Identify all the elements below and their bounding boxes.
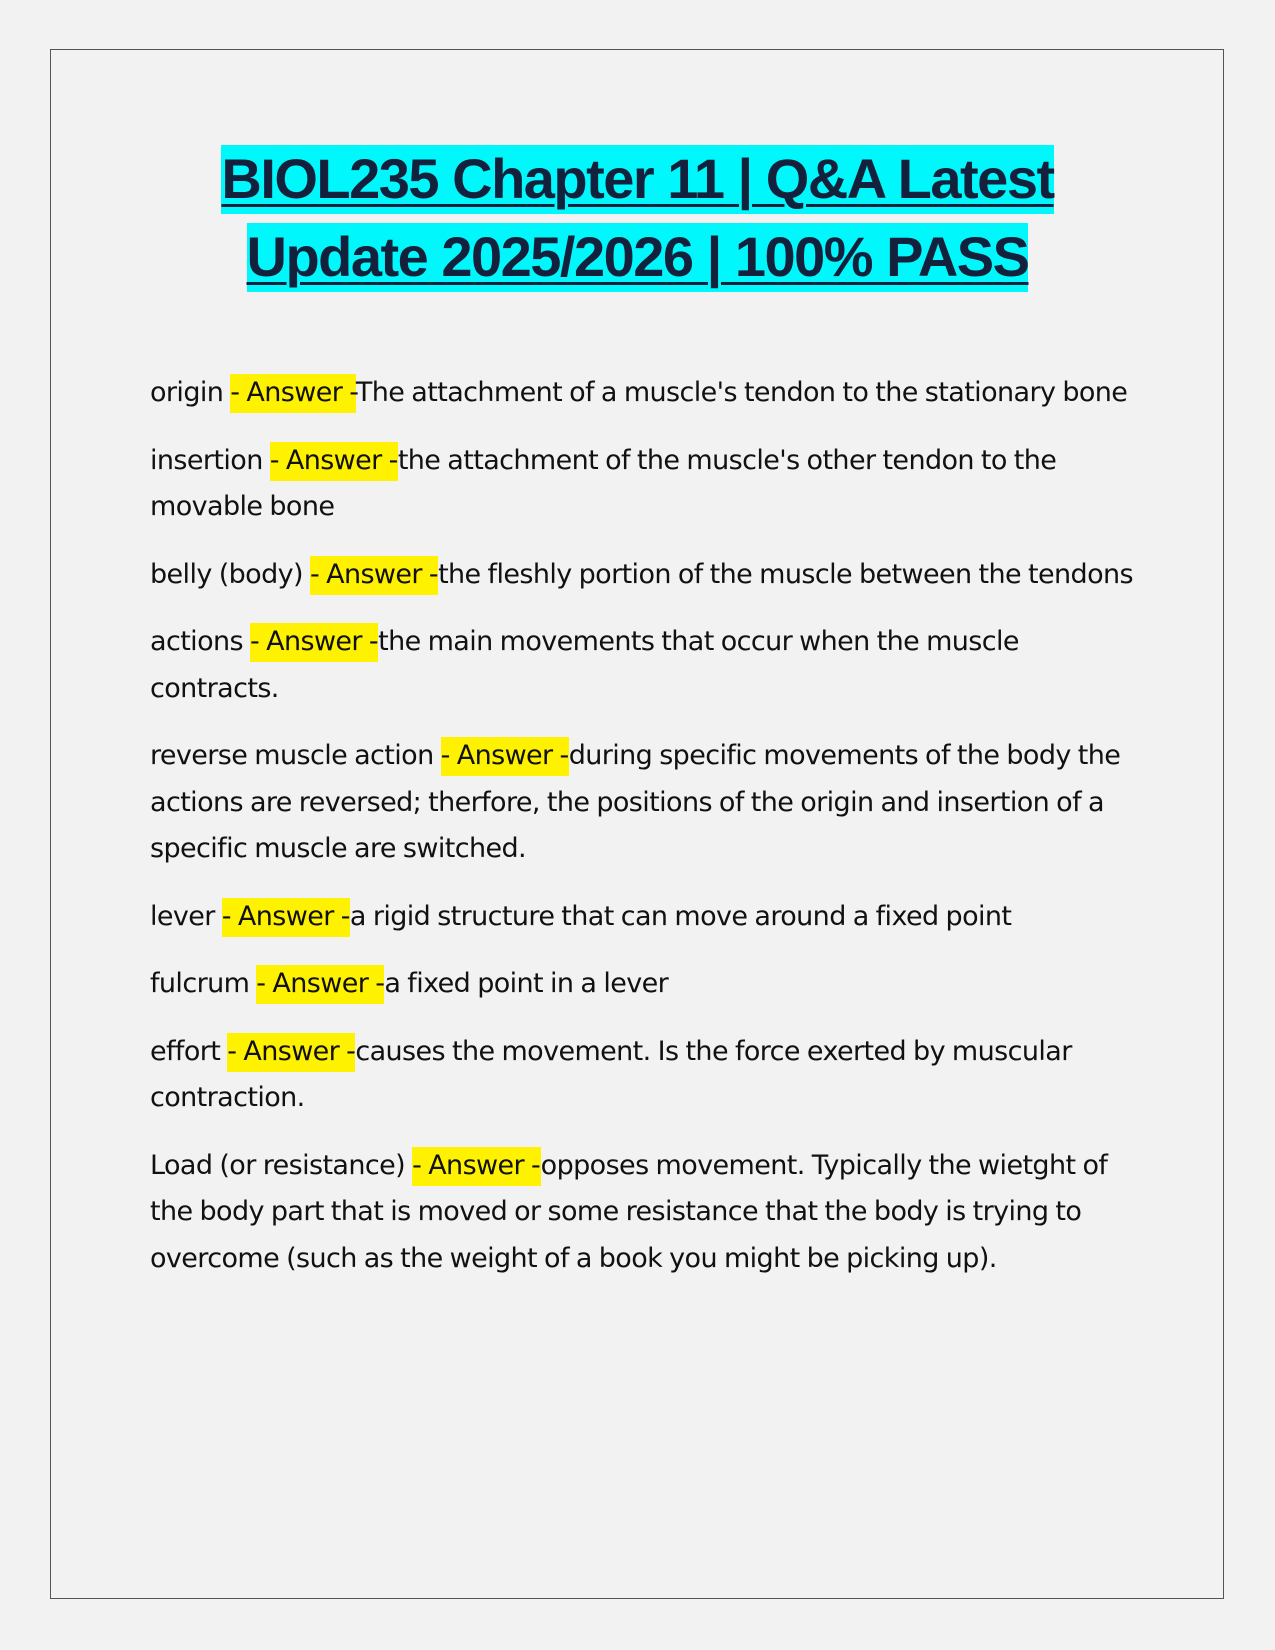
qa-list: [150, 370, 1135, 1303]
qa-entry-reverse-muscle-action: [150, 733, 1135, 873]
term: belly (body): [150, 558, 303, 590]
answer-marker: - Answer -: [256, 965, 384, 1004]
definition: the main movements that occur when the muscle contracts.: [150, 626, 1019, 704]
definition: The attachment of a muscle's tendon to the stationary bone: [355, 377, 1128, 408]
term: origin: [150, 377, 224, 408]
term: Load (or resistance): [150, 1149, 406, 1181]
answer-marker: - Answer -: [441, 737, 569, 776]
term: insertion: [150, 444, 263, 476]
term: lever: [150, 900, 215, 932]
answer-marker: - Answer -: [230, 374, 356, 413]
qa-entry-lever: [150, 894, 1135, 941]
definition: the fleshly portion of the muscle between the tendons: [438, 558, 1133, 590]
answer-marker: - Answer -: [412, 1147, 541, 1186]
term: reverse muscle action: [150, 740, 434, 771]
definition: a rigid structure that can move around a fixed point: [349, 900, 1012, 932]
qa-entry-actions: [150, 619, 1135, 712]
document-title: [0, 140, 1275, 296]
answer-marker: - Answer -: [222, 898, 350, 937]
answer-marker: - Answer -: [227, 1033, 355, 1072]
term: actions: [150, 626, 243, 657]
definition: during specific movements of the body the actions are reversed; therfore, the positions of the origin and insertion of a specific muscle are switched.: [150, 740, 1121, 864]
title-line-1: BIOL235 Chapter 11 | Q&A Latest: [221, 145, 1053, 214]
answer-marker: - Answer -: [250, 623, 378, 662]
definition: a fixed point in a lever: [384, 968, 669, 999]
term: effort: [150, 1035, 221, 1067]
answer-marker: - Answer -: [270, 442, 398, 481]
qa-entry-insertion: [150, 438, 1135, 531]
definition: opposes movement. Typically the wietght of the body part that is moved or some resistance that the body is trying to overcome (such as the weight of a book you might be picking up).: [150, 1149, 1108, 1274]
qa-entry-belly: [150, 552, 1135, 599]
qa-entry-origin: [150, 370, 1135, 417]
title-line-2: Update 2025/2026 | 100% PASS: [247, 223, 1029, 292]
term: fulcrum: [150, 968, 250, 999]
qa-entry-fulcrum: [150, 961, 1135, 1008]
qa-entry-effort: [150, 1029, 1135, 1122]
answer-marker: - Answer -: [310, 556, 438, 595]
definition: the attachment of the muscle's other tendon to the movable bone: [150, 444, 1057, 522]
definition: causes the movement. Is the force exerted by muscular contraction.: [150, 1035, 1072, 1113]
qa-entry-load: [150, 1143, 1135, 1283]
